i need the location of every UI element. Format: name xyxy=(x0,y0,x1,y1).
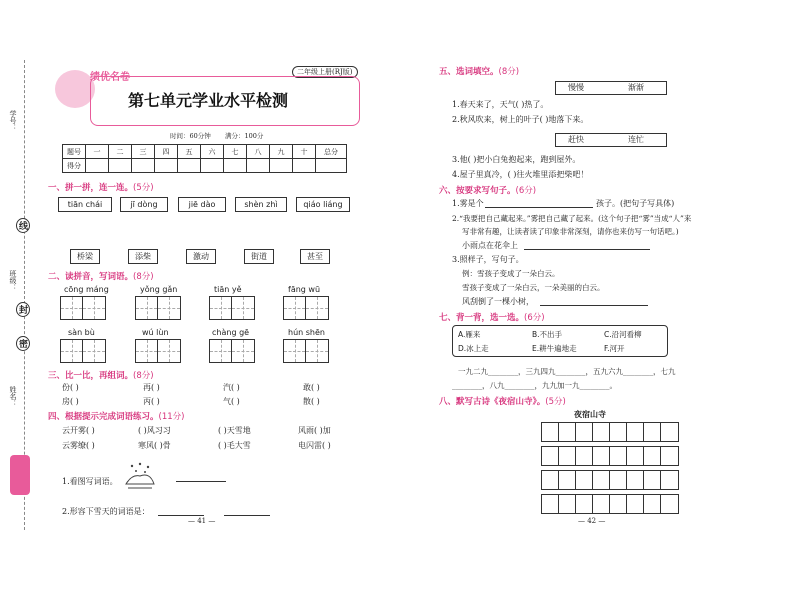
pinyin-box: jiē dào xyxy=(178,197,226,212)
section-4-heading: 四、根据提示完成词语练习。 xyxy=(48,412,159,422)
s6-q3: 3.照样子，写句子。 xyxy=(452,255,524,264)
s6-example-text: 雪孩子变成了一朵白云，一朵美丽的白云。 xyxy=(462,283,605,292)
choice-word: 连忙 xyxy=(628,135,644,144)
pinyin-prompt: sàn bù xyxy=(68,328,95,337)
page-number-right: — 42 — xyxy=(578,517,606,525)
section-1-heading: 一、拼一拼，连一连。 xyxy=(48,183,134,193)
s7-line-2[interactable]: ________，八九________，九九加一九________。 xyxy=(452,381,617,390)
section-6-heading: 六、按要求写句子。 xyxy=(439,186,516,196)
s5-q4[interactable]: 4.屋子里真冷，( )往火堆里添把柴吧！ xyxy=(452,170,589,179)
s4-question-1: 1.看图写词语。 xyxy=(62,477,118,486)
snow-scene-picture xyxy=(124,460,156,494)
writing-grid[interactable] xyxy=(135,296,181,320)
pinyin-box: shèn zhì xyxy=(235,197,287,212)
idiom-item[interactable]: 云开雾( ) xyxy=(62,426,95,435)
section-3-heading: 三、比一比，再组词。 xyxy=(48,371,134,381)
poem-row-3[interactable] xyxy=(541,470,679,490)
s6-q1: 1.雾是个 xyxy=(452,199,484,208)
s6-q3-line: 风刮倒了一棵小树， xyxy=(462,297,534,306)
score-cell[interactable] xyxy=(270,159,293,173)
section-6-points: (6分) xyxy=(515,186,537,196)
s6-q1-blank[interactable] xyxy=(485,206,593,208)
s7-line-1[interactable]: 一九二九________，三九四九________，五九六九________，七九 xyxy=(458,367,676,376)
name-label: 姓名： xyxy=(9,386,17,407)
score-cell[interactable] xyxy=(293,159,316,173)
binding-feng-label: 封 xyxy=(16,302,30,317)
section-8-points: (5分) xyxy=(545,397,566,407)
binding-mi-label: 密 xyxy=(16,336,30,351)
s6-q2: 2.“我要把自己藏起来。”雾把自己藏了起来。(这个句子把“雾”当成“人”来 xyxy=(452,214,692,223)
pinyin-prompt: wú lùn xyxy=(142,328,169,337)
s6-q1-tail: 孩子。(把句子写具体) xyxy=(596,199,675,208)
s5-q3[interactable]: 3.他( )把小白兔抱起来，跑到屋外。 xyxy=(452,155,581,164)
compare-item[interactable]: 再( ) xyxy=(143,383,160,392)
brand-logo xyxy=(55,70,95,108)
compare-item[interactable]: 汽( ) xyxy=(223,383,240,392)
score-cell[interactable] xyxy=(86,159,109,173)
s6-q3-blank[interactable] xyxy=(540,304,648,306)
compare-item[interactable]: 房( ) xyxy=(62,397,79,406)
binding-strip xyxy=(0,0,45,589)
option-c[interactable]: C.沿河看柳 xyxy=(604,330,642,339)
section-7-points: (6分) xyxy=(524,313,545,323)
pinyin-prompt: cōng máng xyxy=(64,285,109,294)
idiom-item[interactable]: 云雾缭( ) xyxy=(62,441,95,450)
section-1-points: (5分) xyxy=(133,183,154,193)
pinyin-prompt: fāng wū xyxy=(288,285,321,294)
score-cell[interactable] xyxy=(155,159,178,173)
writing-grid[interactable] xyxy=(60,339,106,363)
s6-q2-cont: 写非常有趣，让读者读了印象非常深刻，请你也来仿写一句话吧。) xyxy=(462,227,679,236)
score-col: 九 xyxy=(270,145,293,159)
compare-item[interactable]: 份( ) xyxy=(62,383,79,392)
score-cell[interactable] xyxy=(247,159,270,173)
score-table-score-row xyxy=(63,159,347,173)
pinyin-box: qiáo liáng xyxy=(296,197,350,212)
section-1-title xyxy=(48,181,154,193)
score-col: 八 xyxy=(247,145,270,159)
idiom-item[interactable]: 风雨( )加 xyxy=(298,426,331,435)
option-e[interactable]: E.耕牛遍地走 xyxy=(532,344,577,353)
grade-tag: 二年级上册(RJ版) xyxy=(292,66,358,78)
writing-grid[interactable] xyxy=(135,339,181,363)
pinyin-box: tiān chái xyxy=(58,197,112,212)
word-box[interactable]: 添柴 xyxy=(128,249,158,264)
idiom-item[interactable]: ( )毛大雪 xyxy=(218,441,251,450)
score-table xyxy=(62,144,347,173)
pinyin-prompt: tiān yě xyxy=(214,285,242,294)
s4-answer-line-2[interactable] xyxy=(158,514,204,516)
pinyin-prompt: hún shēn xyxy=(288,328,325,337)
score-col: 六 xyxy=(201,145,224,159)
section-6-title xyxy=(439,184,536,196)
score-table-header-row xyxy=(63,145,347,159)
option-f[interactable]: F.河开 xyxy=(604,344,625,353)
s5-q2[interactable]: 2.秋风吹来，树上的叶子( )地落下来。 xyxy=(452,115,589,124)
compare-item[interactable]: 气( ) xyxy=(223,397,240,406)
section-8-heading: 八、默写古诗《夜宿山寺》。 xyxy=(439,397,546,407)
writing-grid[interactable] xyxy=(283,339,329,363)
compare-item[interactable]: 散( ) xyxy=(303,397,320,406)
s6-example-label: 例：雪孩子变成了一朵白云。 xyxy=(462,269,560,278)
section-5-title xyxy=(439,65,519,77)
pinyin-prompt: yǒng gǎn xyxy=(140,285,178,294)
page-number-left: — 41 — xyxy=(188,517,216,525)
choice-word: 渐渐 xyxy=(628,83,644,92)
section-4-points: (11分) xyxy=(158,412,185,422)
score-col: 二 xyxy=(109,145,132,159)
section-7-heading: 七、背一背，选一选。 xyxy=(439,313,525,323)
binding-xian-label: 线 xyxy=(16,218,30,233)
pinyin-prompt: chàng gē xyxy=(212,328,250,337)
section-2-heading: 二、读拼音，写词语。 xyxy=(48,272,134,282)
s5-q1[interactable]: 1.春天来了，天气( )热了。 xyxy=(452,100,549,109)
score-cell[interactable] xyxy=(201,159,224,173)
choice-word: 慢慢 xyxy=(568,83,584,92)
score-row-label: 得分 xyxy=(63,159,86,173)
s4-question-2: 2.形容下雪天的词语是： xyxy=(62,507,150,516)
section-2-points: (8分) xyxy=(133,272,154,282)
option-b[interactable]: B.不出手 xyxy=(532,330,563,339)
section-5-points: (8分) xyxy=(498,67,520,77)
section-4-title xyxy=(48,410,184,422)
section-7-title xyxy=(439,311,545,323)
score-info: 满分：100分 xyxy=(225,132,264,140)
option-a[interactable]: A.雁来 xyxy=(458,330,481,339)
score-cell[interactable] xyxy=(109,159,132,173)
section-8-title xyxy=(439,395,566,407)
section-3-title xyxy=(48,369,154,381)
s6-q2-blank[interactable] xyxy=(524,248,650,250)
score-cell[interactable] xyxy=(178,159,201,173)
idiom-item[interactable]: 电闪雷( ) xyxy=(298,441,331,450)
score-col: 总分 xyxy=(316,145,347,159)
section-2-title xyxy=(48,270,154,282)
score-col: 四 xyxy=(155,145,178,159)
class-label: 班级： xyxy=(9,270,17,291)
writing-grid[interactable] xyxy=(209,296,255,320)
word-box[interactable]: 激动 xyxy=(186,249,216,264)
brand-side-logo xyxy=(10,455,30,495)
score-col: 一 xyxy=(86,145,109,159)
writing-grid[interactable] xyxy=(60,296,106,320)
idiom-item[interactable]: ( )风习习 xyxy=(138,426,171,435)
s6-q2-line: 小雨点在花伞上 xyxy=(462,241,518,250)
section-5-heading: 五、选词填空。 xyxy=(439,67,499,77)
time-info: 时间：60分钟 xyxy=(170,132,211,140)
word-box[interactable]: 桥梁 xyxy=(70,249,100,264)
section-3-points: (8分) xyxy=(133,371,154,381)
score-col: 三 xyxy=(132,145,155,159)
s4-answer-line-3[interactable] xyxy=(224,514,270,516)
poem-row-1[interactable] xyxy=(541,422,679,442)
score-cell[interactable] xyxy=(224,159,247,173)
brand-name: 绩优名卷 xyxy=(90,72,130,83)
writing-grid[interactable] xyxy=(209,339,255,363)
choice-word: 赶快 xyxy=(568,135,584,144)
option-d[interactable]: D.冰上走 xyxy=(458,344,489,353)
word-box[interactable]: 甚至 xyxy=(300,249,330,264)
score-col: 十 xyxy=(293,145,316,159)
word-box[interactable]: 街道 xyxy=(244,249,274,264)
page-title: 第七单元学业水平检测 xyxy=(128,91,289,110)
score-row-label: 题号 xyxy=(63,145,86,159)
score-cell[interactable] xyxy=(316,159,347,173)
compare-item[interactable]: 丙( ) xyxy=(143,397,160,406)
poem-row-4[interactable] xyxy=(541,494,679,514)
idiom-item[interactable]: ( )天雪地 xyxy=(218,426,251,435)
score-col: 五 xyxy=(178,145,201,159)
idiom-item[interactable]: 寒风( )骨 xyxy=(138,441,171,450)
compare-item[interactable]: 敢( ) xyxy=(303,383,320,392)
score-col: 七 xyxy=(224,145,247,159)
poem-row-2[interactable] xyxy=(541,446,679,466)
writing-grid[interactable] xyxy=(283,296,329,320)
student-number-label: 学号： xyxy=(9,110,17,131)
score-cell[interactable] xyxy=(132,159,155,173)
s4-answer-line-1[interactable] xyxy=(176,480,226,482)
pinyin-box: jī dòng xyxy=(120,197,168,212)
poem-title: 夜宿山寺 xyxy=(574,410,606,419)
